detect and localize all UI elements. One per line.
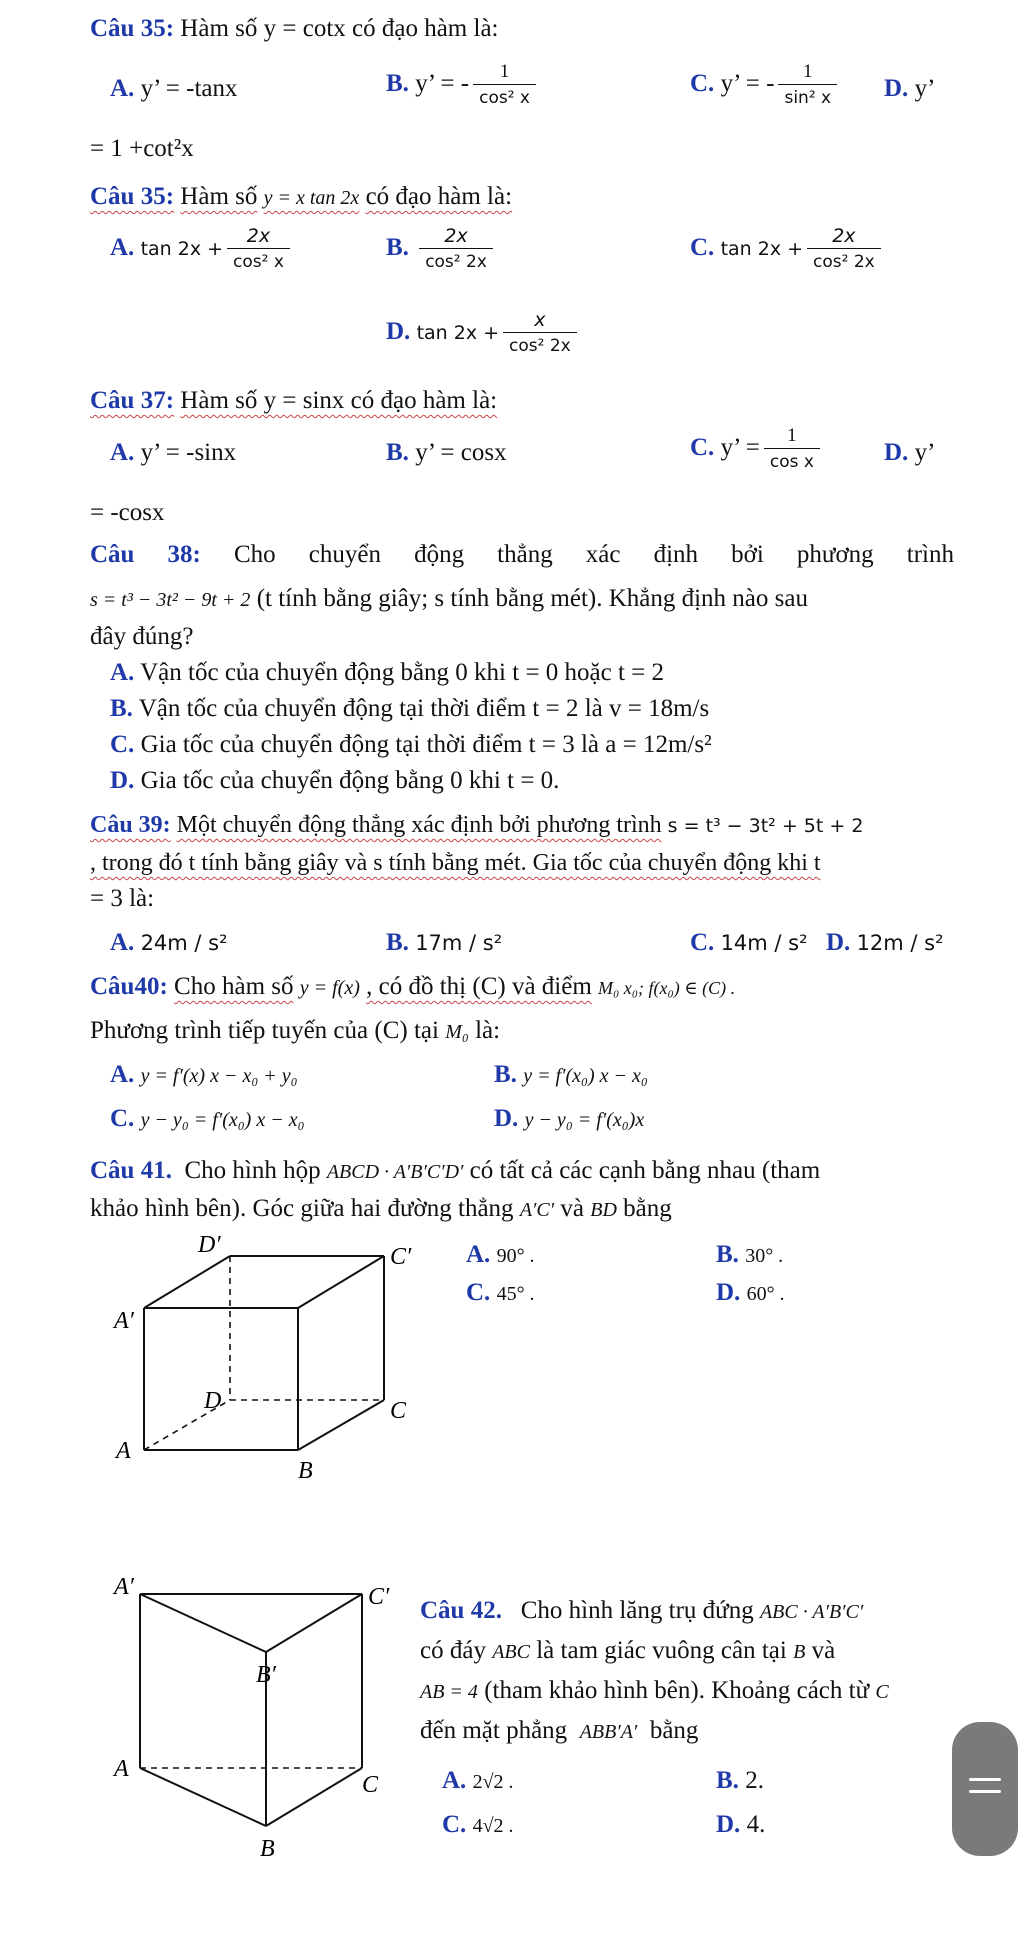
q42-line3-m2: C	[875, 1681, 889, 1703]
q35a-b-num: 1	[473, 60, 536, 85]
q37-c-fraction	[764, 424, 820, 475]
q35a-d-label: D.	[884, 75, 909, 102]
q42-line4	[420, 1716, 698, 1747]
q42-option-b[interactable]	[716, 1766, 764, 1796]
q35a-c-pre: y’ = -	[720, 70, 775, 98]
q41-line1-math: ABCD · A′B′C′D′	[326, 1161, 464, 1183]
q41-option-c[interactable]	[466, 1278, 535, 1309]
q35a-b-den: cos² x	[479, 88, 530, 108]
q41-option-a[interactable]	[466, 1240, 535, 1271]
q38-line2	[90, 584, 808, 615]
q40-option-b[interactable]	[494, 1060, 648, 1091]
q35a-c-label: C.	[690, 70, 715, 98]
q35b-a-den: cos² x	[233, 252, 284, 272]
q41-line1	[90, 1156, 820, 1187]
q38-b-text: Vận tốc của chuyển động tại thời điểm t = 2 là v = 18m/s	[138, 695, 710, 722]
q42-line2-m2: B	[793, 1641, 806, 1663]
q35b-d-pre: tan 2x +	[416, 322, 500, 345]
q40-line1	[90, 972, 735, 1003]
q41-line2-c: bằng	[623, 1195, 672, 1222]
grip-line-icon	[969, 1778, 1001, 1781]
q37-d-text: y’	[914, 439, 936, 466]
q35b-a-pre: tan 2x +	[140, 238, 224, 261]
q40-line2-text: Phương trình tiếp tuyến của (C) tại	[90, 1017, 439, 1044]
q35a-d-text: y’	[914, 75, 936, 102]
cube-label-a: A	[116, 1438, 131, 1464]
q41-line2-a: khảo hình bên). Góc giữa hai đường thẳng	[90, 1195, 514, 1222]
q40-c-label: C.	[110, 1105, 135, 1132]
q37-label: Câu 37:	[90, 387, 175, 414]
q42-line3-b: (tham khảo hình bên). Khoảng cách từ	[484, 1677, 870, 1704]
q37-b-text: y’ = cosx	[415, 439, 507, 466]
q40-b-label: B.	[494, 1061, 517, 1088]
q35a-option-c[interactable]	[690, 60, 841, 111]
q35b-stem-math: y = x tan 2x	[263, 187, 360, 209]
q42-c-label: C.	[442, 1811, 467, 1838]
q35b-c-pre: tan 2x +	[720, 238, 804, 261]
q35a-a-label: A.	[110, 75, 135, 102]
scroll-handle[interactable]	[952, 1722, 1018, 1856]
q35b-b-label: B.	[386, 234, 409, 262]
q41-a-label: A.	[466, 1241, 491, 1268]
prism-edge	[140, 1594, 266, 1652]
q41-line1-b: có tất cả các cạnh bằng nhau (tham	[469, 1157, 821, 1184]
q42-d-label: D.	[716, 1811, 741, 1838]
q42-line1	[420, 1596, 863, 1627]
q39-line3: = 3 là:	[90, 885, 155, 912]
q39-c-label: C.	[690, 929, 715, 956]
q41-d-text: 60° .	[746, 1283, 785, 1305]
q37-stem-line	[90, 386, 497, 416]
q39-line1	[90, 810, 863, 841]
q40-b-text: y = f′(x₀) x − x₀	[523, 1065, 648, 1087]
q39-option-a[interactable]	[110, 928, 228, 958]
q39-line2	[90, 848, 821, 878]
prism-label-b: B	[260, 1836, 275, 1862]
q41-c-label: C.	[466, 1279, 491, 1306]
q38-label: Câu 38:	[90, 541, 201, 568]
q37-option-b[interactable]	[386, 438, 507, 468]
cube-label-c: C	[390, 1398, 407, 1424]
q40-line2	[90, 1016, 500, 1047]
q35a-b-fraction	[473, 60, 536, 111]
q40-d-label: D.	[494, 1105, 519, 1132]
prism-label-c: C	[362, 1772, 379, 1798]
q35b-a-num: 2x	[227, 224, 290, 249]
q38-d-label: D.	[110, 767, 135, 794]
q35a-option-b[interactable]	[386, 60, 540, 111]
q35a-a-text: y’ = -tanx	[140, 75, 238, 102]
q40-c-text: y − y₀ = f′(x₀) x − x₀	[140, 1109, 305, 1131]
q37-option-a[interactable]	[110, 438, 236, 468]
q39-c-text: 14m / s²	[720, 931, 808, 955]
q38-option-c[interactable]	[110, 730, 712, 760]
prism-label-ap: A′	[114, 1574, 134, 1600]
q35b-b-den: cos² 2x	[425, 252, 487, 272]
q35a-stem-line	[90, 14, 499, 44]
prism-label-a: A	[114, 1756, 129, 1782]
q35b-b-num: 2x	[419, 224, 493, 249]
prism-label-bp: B′	[256, 1662, 276, 1688]
q35a-b-label: B.	[386, 70, 409, 98]
q35b-stem-pre: Hàm số	[180, 183, 258, 210]
q39-b-text: 17m / s²	[415, 931, 503, 955]
q39-a-text: 24m / s²	[140, 931, 228, 955]
q41-d-label: D.	[716, 1279, 741, 1306]
q39-option-d[interactable]	[826, 928, 944, 958]
q40-a-text: y = f′(x) x − x₀ + y₀	[140, 1065, 298, 1087]
q42-option-c[interactable]	[442, 1810, 514, 1841]
q42-line3-m: AB = 4	[420, 1681, 478, 1703]
q42-prism-figure	[100, 1570, 420, 1870]
q39-b-label: B.	[386, 929, 409, 956]
q42-a-text: 2√2 .	[472, 1771, 514, 1793]
q35b-c-label: C.	[690, 234, 715, 262]
q42-a-label: A.	[442, 1767, 467, 1794]
q38-b-label: B.	[110, 695, 133, 722]
q39-option-b[interactable]	[386, 928, 502, 958]
q35b-d-num: x	[503, 308, 577, 333]
q42-d-text: 4.	[746, 1811, 766, 1838]
q35b-b-fraction	[419, 224, 493, 275]
q41-line1-a: Cho hình hộp	[184, 1157, 321, 1184]
q42-c-text: 4√2 .	[472, 1815, 514, 1837]
q35a-b-pre: y’ = -	[415, 70, 470, 98]
q41-cube-figure	[100, 1228, 440, 1488]
q35b-stem-post: có đạo hàm là:	[365, 183, 513, 210]
q40-line1-point: M₀ x₀; f(x₀) ∈ (C) .	[598, 978, 736, 998]
q40-line2-m: M₀	[445, 1021, 469, 1043]
cube-label-b: B	[298, 1458, 313, 1484]
q41-line2-b: và	[560, 1195, 584, 1222]
q35b-d-fraction	[503, 308, 577, 359]
q42-line1-math: ABC · A′B′C′	[759, 1601, 864, 1623]
q41-line2-m2: BD	[590, 1199, 617, 1221]
q38-option-b[interactable]	[110, 694, 709, 724]
q41-label: Câu 41.	[90, 1157, 172, 1184]
q41-line2-m1: A′C′	[519, 1199, 555, 1221]
q37-b-label: B.	[386, 439, 409, 466]
q35b-c-num: 2x	[807, 224, 881, 249]
q35a-option-a[interactable]	[110, 74, 238, 104]
q38-d-text: Gia tốc của chuyển động bằng 0 khi t = 0.	[140, 767, 560, 794]
q41-b-text: 30° .	[745, 1245, 784, 1267]
q37-c-num: 1	[764, 424, 820, 449]
prism-edge	[266, 1594, 362, 1652]
prism-edge	[266, 1768, 362, 1826]
q35b-option-a[interactable]	[110, 224, 294, 275]
cube-label-dp: D′	[198, 1232, 221, 1258]
q42-line4-b: bằng	[649, 1717, 699, 1744]
q37-c-pre: y’ =	[720, 434, 760, 462]
q42-line2-b: là tam giác vuông cân tại	[536, 1637, 787, 1664]
q39-line1-text: Một chuyển động thẳng xác định bởi phương trình	[176, 812, 662, 838]
q39-option-c[interactable]	[690, 928, 808, 958]
q35a-c-num: 1	[778, 60, 837, 85]
q39-d-label: D.	[826, 929, 851, 956]
q42-line4-a: đến mặt phẳng	[420, 1717, 568, 1744]
q40-option-d[interactable]	[494, 1104, 644, 1135]
q38-line2-text: (t tính bằng giây; s tính bằng mét). Khẳng định nào sau	[256, 585, 808, 612]
q41-line2	[90, 1194, 672, 1225]
q41-b-label: B.	[716, 1241, 739, 1268]
q35b-label: Câu 35:	[90, 183, 175, 210]
q42-label: Câu 42.	[420, 1597, 502, 1624]
q35a-c-fraction	[778, 60, 837, 111]
q37-d-continued: = -cosx	[90, 499, 165, 526]
q35b-option-b[interactable]	[386, 224, 497, 275]
q40-label: Câu40:	[90, 973, 168, 1000]
q41-option-d[interactable]	[716, 1278, 785, 1309]
q38-line3: đây đúng?	[90, 623, 194, 650]
q38-option-a[interactable]	[110, 658, 664, 688]
q40-option-c[interactable]	[110, 1104, 305, 1135]
q35a-c-den: sin² x	[784, 88, 832, 108]
q35b-d-label: D.	[386, 318, 411, 346]
q35b-c-den: cos² 2x	[813, 252, 875, 272]
q40-a-label: A.	[110, 1061, 135, 1088]
q40-line1-b: , có đồ thị (C) và điểm	[366, 973, 592, 1000]
q35a-d-continued: = 1 +cot²x	[90, 135, 194, 162]
q37-a-text: y’ = -sinx	[140, 439, 237, 466]
q42-line2-a: có đáy	[420, 1637, 486, 1664]
cube-label-cp: C′	[390, 1244, 412, 1270]
q37-c-den: cos x	[769, 452, 814, 472]
q37-stem: Hàm số y = sinx có đạo hàm là:	[180, 387, 498, 414]
q35a-label: Câu 35:	[90, 15, 175, 42]
q41-option-b[interactable]	[716, 1240, 783, 1271]
q41-a-text: 90° .	[496, 1245, 535, 1267]
q35b-a-fraction	[227, 224, 290, 275]
prism-label-cp: C′	[368, 1584, 390, 1610]
q35b-a-label: A.	[110, 234, 135, 262]
q38-a-text: Vận tốc của chuyển động bằng 0 khi t = 0 hoặc t = 2	[140, 659, 665, 686]
q42-b-text: 2.	[745, 1767, 764, 1794]
q40-line2-end: là:	[475, 1017, 501, 1044]
q42-line3	[420, 1676, 889, 1707]
q42-line4-m: ABB′A′	[579, 1721, 638, 1743]
cube-label-d: D	[204, 1388, 222, 1414]
q38-line1-text: Cho chuyển động thẳng xác định bởi phương trình	[234, 541, 955, 568]
q37-a-label: A.	[110, 439, 135, 466]
prism-edge	[140, 1768, 266, 1826]
q39-a-label: A.	[110, 929, 135, 956]
grip-line-icon	[969, 1790, 1001, 1793]
q40-line1-a: Cho hàm số	[174, 973, 294, 1000]
q37-option-c[interactable]	[690, 424, 824, 475]
q38-c-text: Gia tốc của chuyển động tại thời điểm t = 3 là a = 12m/s²	[140, 731, 712, 758]
q42-option-d[interactable]	[716, 1810, 765, 1840]
cube-edge	[144, 1256, 230, 1308]
q42-line2-c: và	[811, 1637, 836, 1664]
q39-line2-text: , trong đó t tính bằng giây và s tính bằng mét. Gia tốc của chuyển động khi t	[90, 850, 821, 876]
q35a-option-d[interactable]	[884, 74, 935, 104]
cube-edge	[298, 1256, 384, 1308]
q38-line1	[90, 540, 954, 570]
q40-line1-math: y = f(x)	[299, 977, 360, 999]
q39-equation: s = t³ − 3t² + 5t + 2	[667, 815, 864, 837]
q37-option-d[interactable]	[884, 438, 935, 468]
cube-edge	[298, 1400, 384, 1450]
q35b-option-d[interactable]	[386, 308, 581, 359]
q40-d-text: y − y₀ = f′(x₀)x	[524, 1109, 645, 1131]
q42-b-label: B.	[716, 1767, 739, 1794]
q41-c-text: 45° .	[496, 1283, 535, 1305]
cube-label-ap: A′	[114, 1308, 134, 1334]
q42-line2	[420, 1636, 835, 1667]
q38-a-label: A.	[110, 659, 135, 686]
q39-label: Câu 39:	[90, 812, 171, 838]
q38-equation: s = t³ − 3t² − 9t + 2	[90, 589, 251, 611]
q35b-stem-line	[90, 182, 512, 213]
q35a-stem: Hàm số y = cotx có đạo hàm là:	[180, 15, 499, 42]
q38-c-label: C.	[110, 731, 135, 758]
q42-option-a[interactable]	[442, 1766, 514, 1797]
q42-line2-m: ABC	[492, 1641, 530, 1663]
q38-option-d[interactable]	[110, 766, 559, 796]
q37-c-label: C.	[690, 434, 715, 462]
q35b-d-den: cos² 2x	[509, 336, 571, 356]
q40-option-a[interactable]	[110, 1060, 298, 1091]
q39-d-text: 12m / s²	[856, 931, 944, 955]
q37-d-label: D.	[884, 439, 909, 466]
q35b-option-c[interactable]	[690, 224, 885, 275]
q35b-c-fraction	[807, 224, 881, 275]
q42-line1-a: Cho hình lăng trụ đứng	[520, 1597, 754, 1624]
